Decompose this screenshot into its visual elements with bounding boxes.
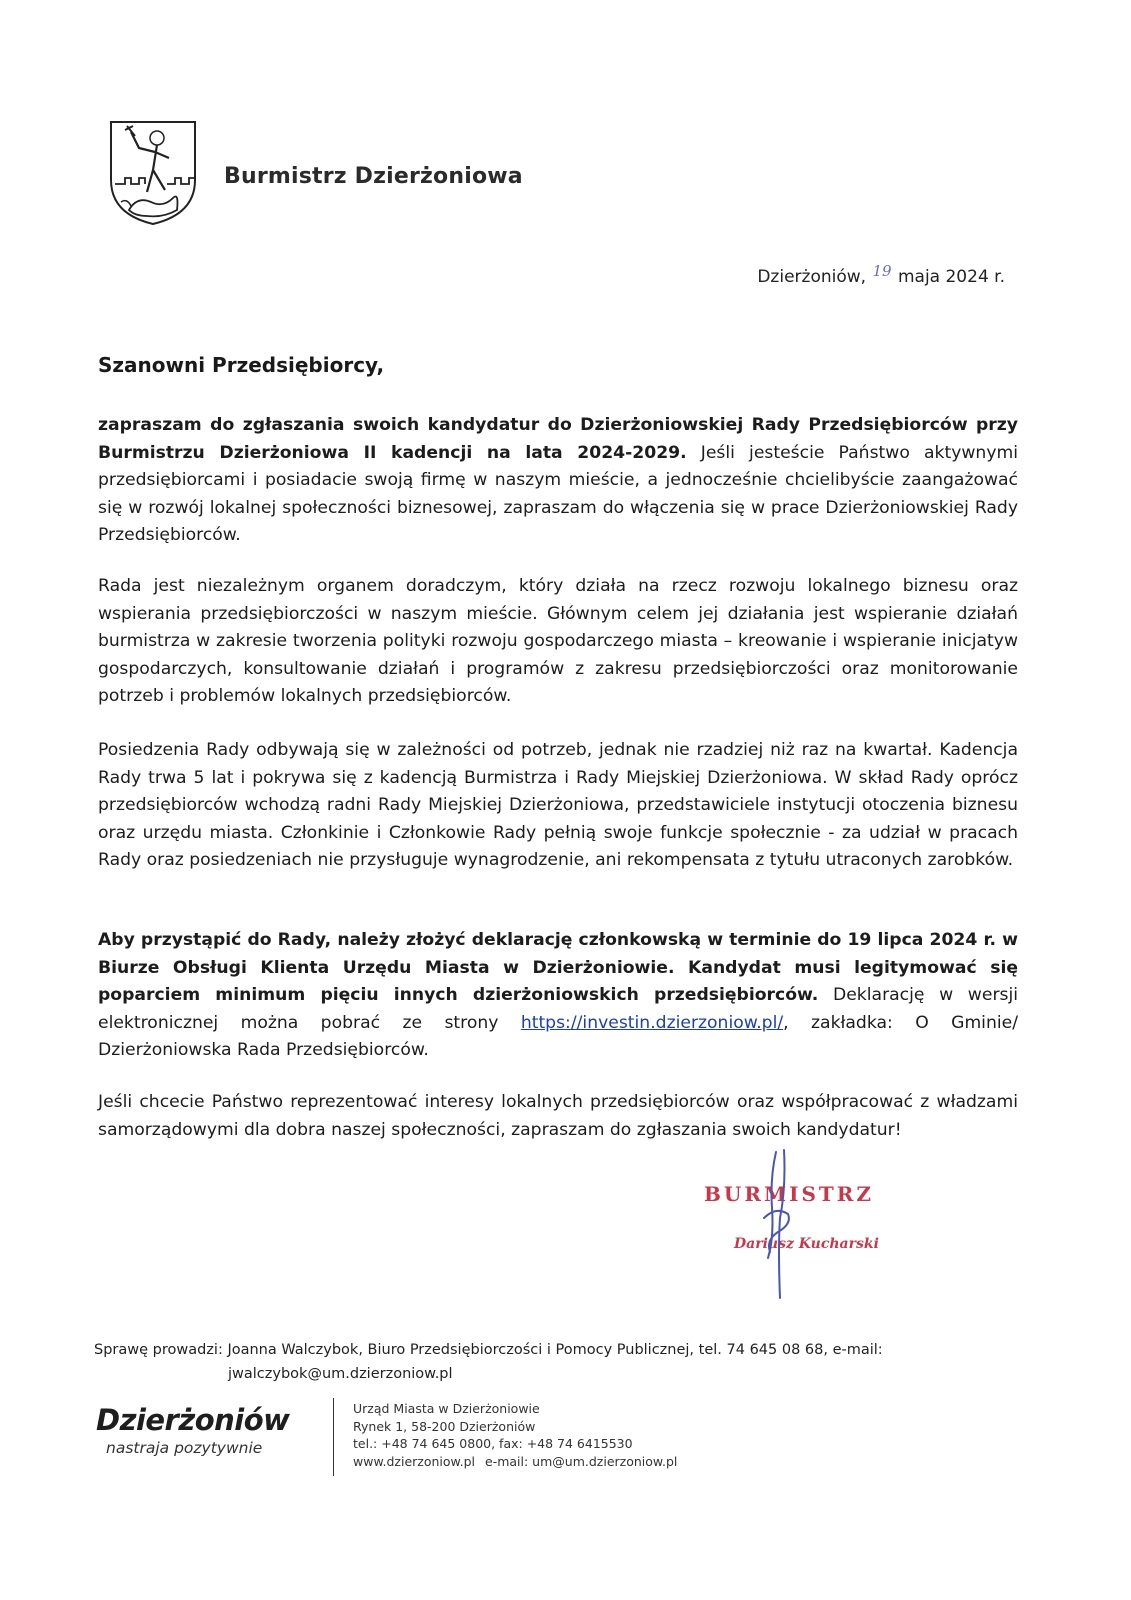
case-handler-contact <box>94 1338 883 1386</box>
letter-date <box>757 262 1005 287</box>
footer-divider <box>333 1398 334 1476</box>
mayor-stamp <box>700 1148 930 1308</box>
salutation: Szanowni Przedsiębiorcy, <box>98 353 385 377</box>
address-website: www.dzierzoniow.pl <box>353 1453 476 1469</box>
paragraph-how-to-join <box>98 927 1018 1065</box>
stamp-name: Dariusz Kucharski <box>734 1236 879 1252</box>
date-prefix: Dzierżoniów, <box>757 267 867 287</box>
paragraph-meetings: Posiedzenia Rady odbywają się w zależności od potrzeb, jednak nie rzadziej niż raz na kwartał. Kadencja Rady trwa 5 lat i pokrywa się z kadencją Burmistrza i Rady Miejskiej Dzierżoniowa. W skład Rady oprócz przedsiębiorców wchodzą radni Rady Miejskiej Dzierżoniowa, przedstawiciele instytucji otoczenia biznesu oraz urzędu miasta. Członkinie i Członkowie Rady pełnią swoje funkcje społecznie - za udział w pracach Rady oraz posiedzeniach nie przysługuje wynagrodzenie, ani rekompensata z tytułu utraconych zarobków. <box>98 740 1018 870</box>
date-suffix: maja 2024 r. <box>897 267 1005 287</box>
handwritten-signature <box>700 1148 930 1308</box>
office-title: Burmistrz Dzierżoniowa <box>224 164 523 189</box>
stamp-title: BURMISTRZ <box>704 1182 875 1206</box>
paragraph-invitation-bold: zapraszam do zgłaszania swoich kandydatur do Dzierżoniowskiej Rady Przedsiębiorców przy Burmistrzu Dzierżoniowa II kadencji na lata 2024-2029. <box>98 415 1018 463</box>
date-day-handwritten: 19 <box>872 262 892 280</box>
brand-logo-text: Dzierżoniów <box>96 1403 290 1437</box>
paragraph-council-role: Rada jest niezależnym organem doradczym, który działa na rzecz rozwoju lokalnego biznesu oraz wspierania przedsiębiorczości w naszym mieście. Głównym celem jej działania jest wspieranie działań burmistrza w zakresie tworzenia polityki rozwoju gospodarczego miasta – kreowanie i wspieranie inicjatyw gospodarczych, konsultowanie działań i programów z zakresu przedsiębiorczości oraz monitorowanie potrzeb i problemów lokalnych przedsiębiorców. <box>98 576 1018 706</box>
investin-link[interactable]: https://investin.dzierzoniow.pl/ <box>520 1012 784 1033</box>
paragraph-how-to-join-bold: Aby przystąpić do Rady, należy złożyć deklarację członkowską w terminie do 19 lipca 2024 r. w Biurze Obsługi Klienta Urzędu Miasta w Dzierżoniowie. Kandydat musi legitymować się poparciem minimum pięciu innych dzierżoniowskich przedsiębiorców. <box>98 930 1018 1005</box>
address-office: Urząd Miasta w Dzierżoniowie <box>353 1401 540 1416</box>
address-phone: tel.: +48 74 645 0800, fax: +48 74 6415530 <box>353 1436 633 1451</box>
address-street: Rynek 1, 58-200 Dzierżoniów <box>353 1418 536 1434</box>
contact-line-1: Sprawę prowadzi: Joanna Walczybok, Biuro Przedsiębiorczości i Pomocy Publicznej, tel. 74 645 08 68, e-mail: <box>94 1342 883 1358</box>
paragraph-how-to-join-text: Deklarację w wersji elektronicznej można pobrać ze strony <box>98 985 1019 1033</box>
address-email: e-mail: um@um.dzierzoniow.pl <box>485 1453 678 1469</box>
paragraph-how-to-join-tail: , zakładka: O Gminie/ Dzierżoniowska Rada Przedsiębiorców. <box>98 1012 1018 1060</box>
paragraph-invitation-text: Jeśli jesteście Państwo aktywnymi przedsiębiorcami i posiadacie swoją firmę w naszym mieście, a jednocześnie chcielibyście zaangażować się w rozwój lokalnej społeczności biznesowej, zapraszam do włączenia się w prace Dzierżoniowskiej Rady Przedsiębiorców. <box>98 442 1019 545</box>
office-address <box>353 1400 677 1470</box>
paragraph-closing: Jeśli chcecie Państwo reprezentować interesy lokalnych przedsiębiorców oraz współpracować z władzami samorządowymi dla dobra naszej społeczności, zapraszam do zgłaszania swoich kandydatur! <box>98 1092 1018 1140</box>
coat-of-arms-icon <box>107 118 199 228</box>
paragraph-invitation <box>98 412 1018 550</box>
brand-slogan: nastraja pozytywnie <box>106 1439 263 1457</box>
contact-email: jwalczybok@um.dzierzoniow.pl <box>228 1366 453 1382</box>
city-brand <box>96 1403 289 1457</box>
